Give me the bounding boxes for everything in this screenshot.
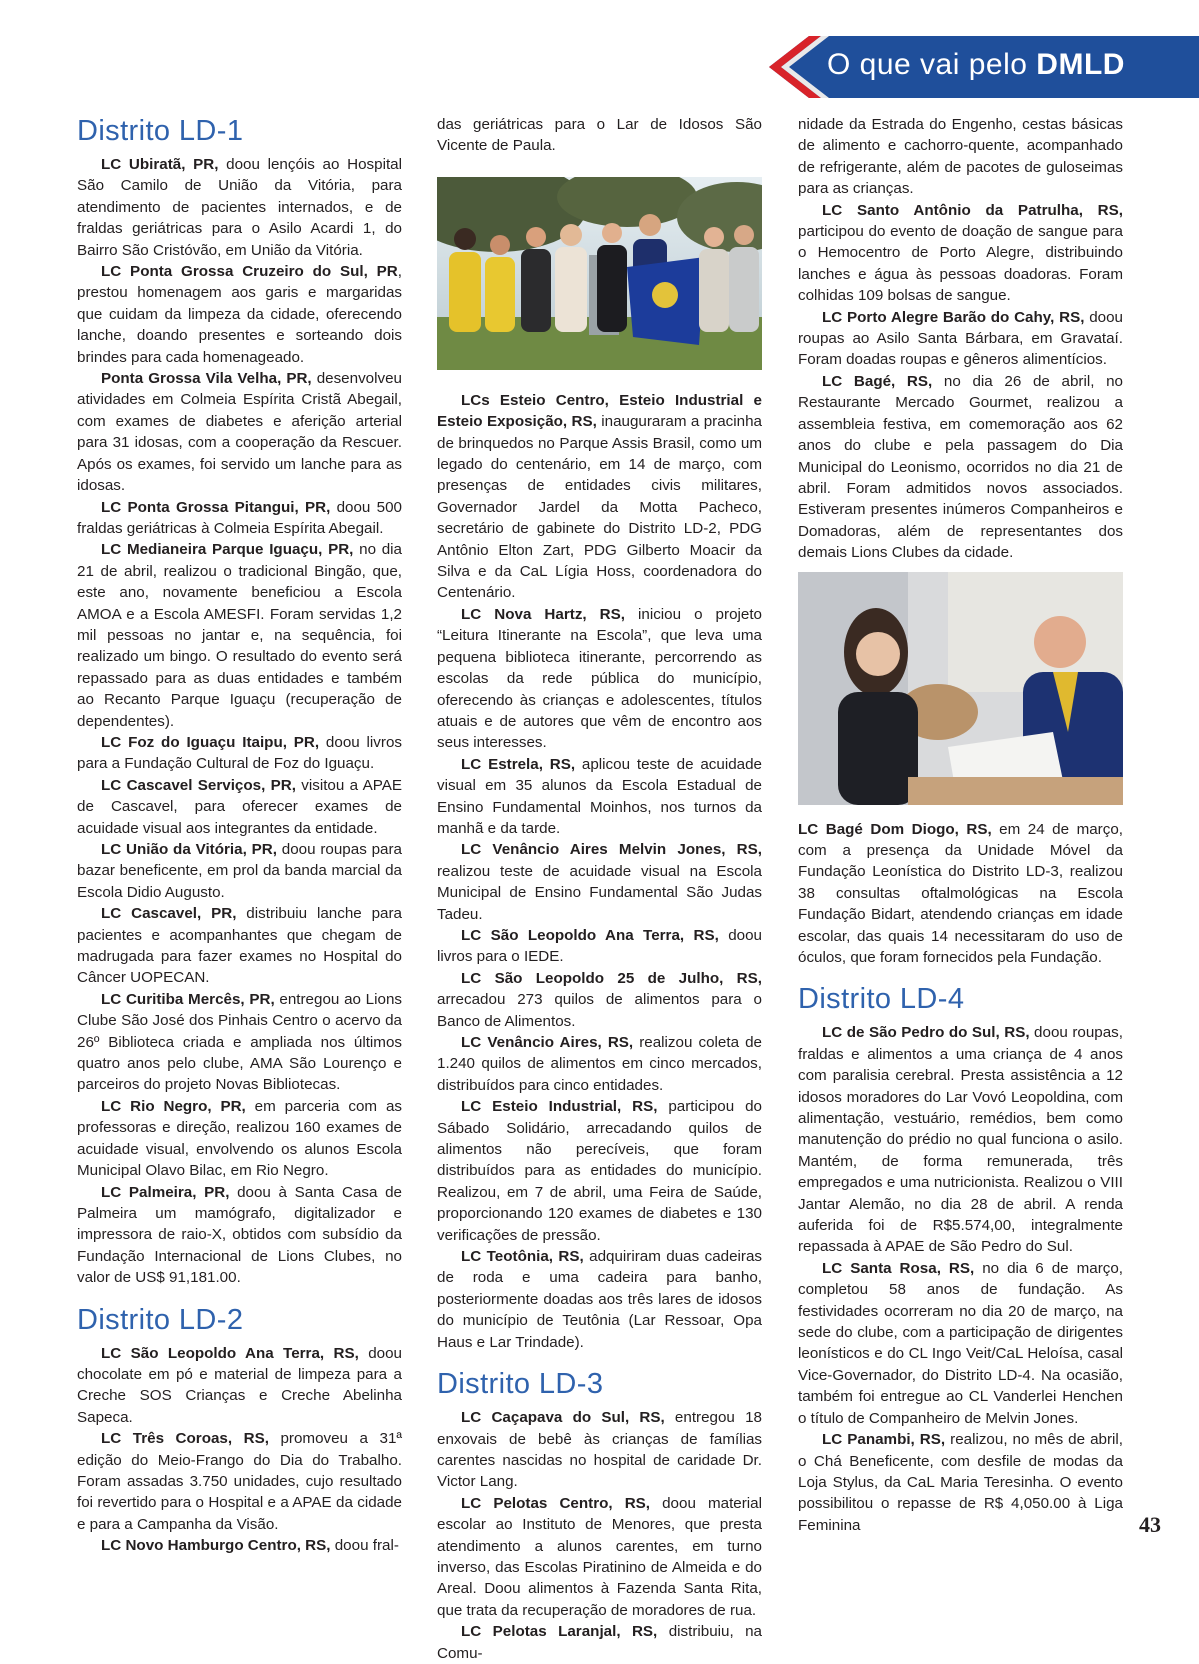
club-name: LC Teotônia, RS,	[461, 1248, 584, 1266]
section-title: O que vai pelo DMLD	[827, 48, 1125, 81]
consultation-photo	[798, 572, 1123, 805]
item-text: distribuiu lanche para pacientes e acompanhantes que chegam de madrugada para fazer exames no Hospital do Câncer UOPECAN.	[77, 905, 402, 987]
club-name: LC Cascavel, PR,	[101, 905, 237, 923]
list-item	[798, 1429, 1123, 1536]
list-item	[798, 307, 1123, 371]
list-item: LC Bagé Dom Diogo, RS, em 24 de março, com a presença da Unidade Móvel da Fundação Leonística do Distrito LD-3, realizou 38 consultas oftalmológicas na Escola Fundação Bidart, atendendo crianças em idade escolar, das quais 14 necessitaram do uso de óculos, que foram fornecidos pela Fundação.	[798, 820, 1123, 966]
district-ld2-items	[77, 1343, 402, 1557]
list-item	[77, 1182, 402, 1289]
district-heading: Distrito LD-2	[77, 1303, 244, 1336]
item-text: participou do Sábado Solidário, arrecadando quilos de alimentos não perecíveis, que foram distribuídos para as entidades do município. Realizou, em 7 de abril, uma Feira de Saúde, proporcionando 120 exames de diabetes e 130 verificações de pressão.	[437, 1098, 762, 1244]
list-item	[77, 1096, 402, 1182]
club-name: LC São Leopoldo Ana Terra, RS,	[101, 1344, 359, 1362]
list-item	[77, 775, 402, 839]
club-name: LC Venâncio Aires, RS,	[461, 1034, 634, 1051]
club-name: LC Rio Negro, PR,	[101, 1097, 246, 1115]
club-name: LC São Leopoldo Ana Terra, RS,	[461, 926, 719, 944]
club-name: LC Três Coroas, RS,	[101, 1430, 269, 1448]
column-2	[437, 114, 762, 1664]
list-item	[437, 754, 762, 840]
item-text: visitou a APAE de Cascavel, para oferecer exames de acuidade visual aos integrantes da entidade.	[77, 776, 402, 837]
club-name: LC de São Pedro do Sul, RS,	[822, 1024, 1030, 1042]
list-item	[798, 1022, 1123, 1257]
list-item	[798, 1258, 1123, 1429]
item-text: realizou teste de acuidade visual na Escola Municipal de Ensino Fundamental São Judas Tadeu.	[437, 862, 762, 923]
list-item	[77, 261, 402, 368]
item-text: em parceria com as professoras e direção, realizou 160 exames de acuidade visual, envolvendo os alunos Escola Municipal Olavo Bilac, em Rio Negro.	[77, 1097, 403, 1180]
club-name: LC Ponta Grossa Cruzeiro do Sul, PR	[101, 263, 398, 281]
club-name: LC Medianeira Parque Iguaçu, PR,	[101, 541, 354, 559]
continuation-text: nidade da Estrada do Engenho, cestas básicas de alimento e cachorro-quente, acompanhado de refrigerante, além de pacotes de guloseimas para as crianças.	[798, 116, 1123, 198]
list-item	[437, 925, 762, 968]
club-name: LC Caçapava do Sul, RS,	[461, 1409, 665, 1427]
club-name: LC Curitiba Mercês, PR,	[101, 990, 275, 1008]
item-text: desenvolveu atividades em Colmeia Espírita Cristã Abegail, com exames de diabetes e aferição arterial para 31 idosas, com a cooperação da Rescuer. Após os exames, foi servido um lanche para as idosas.	[77, 370, 402, 495]
group-photo	[437, 177, 762, 370]
list-item	[437, 1407, 762, 1493]
section-banner	[769, 36, 1199, 98]
list-item	[77, 1428, 402, 1535]
club-name: LC Pelotas Centro, RS,	[461, 1494, 651, 1512]
list-item	[77, 732, 402, 775]
item-text: doou material escolar ao Instituto de Menores, que presta atendimento a alunos carentes, em turno inverso, das Escolas Piratinino de Almeida e do Areal. Doou alimentos à Fazenda Santa Rita, que trata da recuperação de moradores de rua.	[437, 1494, 762, 1619]
list-item	[77, 903, 402, 989]
district-heading: Distrito LD-4	[798, 983, 965, 1016]
item-text: doou livros para a Fundação Cultural de Foz do Iguaçu.	[77, 733, 402, 773]
item-text: doou roupas ao Asilo Santa Bárbara, em Gravataí. Foram doadas roupas e gêneros alimentícios.	[798, 308, 1123, 369]
item-text: , prestou homenagem aos garis e margaridas que cuidam da limpeza da cidade, oferecendo lanche, doando presentes e sorteando dois brindes para cada homenageado.	[77, 263, 402, 366]
district-ld4-items	[798, 1022, 1123, 1536]
list-item	[437, 604, 762, 754]
club-name: LC Novo Hamburgo Centro, RS,	[101, 1537, 331, 1555]
item-text: promoveu a 31ª edição do Meio-Frango do Dia do Trabalho. Foram assadas 3.750 unidades, cujo resultado foi revertido para o Hospital e a APAE da cidade e para a Campanha da Visão.	[77, 1430, 403, 1533]
list-item	[77, 497, 402, 540]
list-item	[437, 1096, 762, 1246]
item-text: aplicou teste de acuidade visual em 35 alunos da Escola Estadual de Ensino Fundamental Moinhos, nos turnos da manhã e da tarde.	[437, 755, 762, 837]
list-item	[437, 839, 762, 925]
item-text: no dia 21 de abril, realizou o tradicional Bingão, que, este ano, novamente beneficiou a Escola AMOA e a Escola AMESFI. Foram servidas 1,2 mil pessoas no jantar e, na sequência, foi realizado um bingo. O resultado do evento será repassado para as duas entidades e também ao Recanto Parque Iguaçu (recuperação de dependentes).	[77, 541, 402, 730]
club-name: LC Porto Alegre Barão do Cahy, RS,	[822, 308, 1085, 326]
list-item	[77, 1343, 402, 1429]
list-item	[437, 1246, 762, 1353]
item-text: no dia 6 de março, completou 58 anos de fundação. As festividades ocorreram no dia 20 de março, na sede do clube, com a participação de dirigentes leonísticos e do CL Ingo Veit/CaL Heloísa, casal Vice-Governador, do Distrito LD-4. Na ocasião, também foi entregue ao CL Vanderlei Henchen o título de Companheiro de Melvin Jones.	[798, 1259, 1124, 1427]
list-item	[77, 154, 402, 261]
club-name: LCs Esteio Centro, Esteio Industrial e Esteio Exposição, RS,	[437, 391, 762, 431]
item-text: doou livros para o IEDE.	[437, 926, 762, 966]
list-item	[77, 368, 402, 496]
continuation-text: das geriátricas para o Lar de Idosos São Vicente de Paula.	[437, 116, 762, 155]
item-text: entregou ao Lions Clube São José dos Pinhais Centro o acervo da 26º Biblioteca criada e ampliada nos últimos quatro anos pelo clube, AMA São Lourenço e parceiros do projeto Novas Bibliotecas.	[77, 990, 402, 1094]
item-text: doou roupas para bazar beneficente, em prol da banda marcial da Escola Didio Augusto.	[77, 841, 402, 901]
club-name: LC Palmeira, PR,	[101, 1183, 230, 1201]
item-text: doou lençóis ao Hospital São Camilo de União da Vitória, para atendimento de pacientes internados, e de fraldas geriátricas para o Asilo Acardi 1, do Bairro São Cristóvão, em União da Vitória.	[77, 156, 402, 259]
club-name: LC Esteio Industrial, RS,	[461, 1098, 658, 1116]
club-name: LC Cascavel Serviços, PR,	[101, 776, 296, 794]
item-text: doou roupas, fraldas e alimentos a uma criança de 4 anos com paralisia cerebral. Presta assistência a 12 idosos moradores do Lar Vovó Leopoldina, com alimentação, vestuário, remédios, bem como manutenção do prédio no qual funciona o asilo. Mantém, de forma remunerada, três empregados e uma nutricionista. Realizou o VIII Jantar Alemão, no dia 28 de abril. A renda auferida foi de R$5.574,00, integralmente repassada à APAE de São Pedro do Sul.	[798, 1024, 1123, 1256]
club-name: LC União da Vitória, PR,	[101, 841, 277, 858]
item-text: adquiriram duas cadeiras de roda e uma cadeira para banho, posteriormente doadas aos três lares de idosos do município de Teutônia (Lar Ressoar, Opa Haus e Lar Trindade).	[437, 1248, 763, 1351]
club-name: LC Ponta Grossa Pitangui, PR,	[101, 498, 331, 516]
item-text: iniciou o projeto “Leitura Itinerante na Escola”, que leva uma pequena biblioteca itinerante, percorrendo as escolas da rede pública do município, oferecendo às crianças e adolescentes, títulos atuais e de autores que vêm de encontro aos seus interesses.	[437, 605, 762, 752]
item-text: distribuiu, na Comu-	[437, 1623, 762, 1662]
column-1	[77, 114, 402, 1557]
item-text: doou à Santa Casa de Palmeira um mamógrafo, digitalizador e impressora de raio-X, obtidos com subsídio da Fundação Internacional de Lions Clubes, no valor de US$ 91,181.00.	[77, 1183, 403, 1287]
club-name: LC Venâncio Aires Melvin Jones, RS,	[461, 841, 762, 859]
district-heading: Distrito LD-3	[437, 1368, 604, 1401]
item-text: realizou coleta de 1.240 quilos de alimentos em cinco mercados, distribuídos para cinco entidades.	[437, 1034, 762, 1094]
district-ld2-items-continued	[437, 390, 762, 1353]
list-item	[77, 989, 402, 1096]
club-name: LC Panambi, RS,	[822, 1431, 946, 1449]
club-name: LC Nova Hartz, RS,	[461, 605, 625, 623]
page-number: 43	[1139, 1512, 1161, 1537]
list-item	[77, 539, 402, 732]
district-heading: Distrito LD-1	[77, 115, 244, 147]
district-ld3-items	[437, 1407, 762, 1664]
list-item	[77, 839, 402, 903]
club-name: LC Santo Antônio da Patrulha, RS,	[822, 201, 1123, 219]
club-name: LC Estrela, RS,	[461, 755, 576, 773]
club-name: LC Bagé, RS,	[822, 372, 933, 390]
list-item	[437, 390, 762, 604]
list-item	[77, 1535, 402, 1556]
item-text: inauguraram a pracinha de brinquedos no Parque Assis Brasil, como um legado do centenário, em 14 de março, com presenças de entidades civis militares, Governador Jardel da Motta Pacheco, secretário de gabinete do Distrito LD-2, PDG Antônio Elton Zart, PDG Gilberto Moacir da Silva e da CaL Lígia Hoss, coordenadora do Centenário.	[437, 413, 762, 602]
item-text: arrecadou 273 quilos de alimentos para o Banco de Alimentos.	[437, 991, 762, 1030]
list-item	[437, 1621, 762, 1664]
item-text: doou fral-	[330, 1537, 399, 1555]
item-text: realizou, no mês de abril, o Chá Beneficente, com desfile de modas da Loja Stylus, da CaL Maria Teresinha. O evento possibilitou o repasse de R$ 4,050.00 à Liga Feminina	[798, 1431, 1123, 1534]
list-item	[437, 1493, 762, 1621]
list-item	[798, 200, 1123, 307]
item-text: participou do evento de doação de sangue para o Hemocentro de Porto Alegre, distribuindo lanches e água às pessoas doadoras. Foram colhidas 109 bolsas de sangue.	[798, 223, 1123, 305]
column-3	[798, 114, 1123, 1536]
district-ld1-items	[77, 154, 402, 1289]
item-text: entregou 18 enxovais de bebê às crianças de famílias carentes nascidas no hospital de caridade Dr. Victor Lang.	[437, 1409, 762, 1491]
club-name: LC Foz do Iguaçu Itaipu, PR,	[101, 733, 320, 751]
list-item	[437, 1032, 762, 1096]
item-text: no dia 26 de abril, no Restaurante Mercado Gourmet, realizou a assembleia festiva, em comemoração aos 62 anos do clube e pela passagem do Dia Municipal do Leonismo, ocorridos no dia 21 de abril. Foram admitidos novos associados. Estiveram presentes inúmeros Companheiros e Domadoras, além de representantes dos demais Lions Clubes da cidade.	[798, 372, 1123, 562]
club-name: LC Santa Rosa, RS,	[822, 1259, 975, 1277]
item-text: doou 500 fraldas geriátricas à Colmeia Espírita Abegail.	[77, 498, 402, 537]
list-item	[798, 371, 1123, 564]
club-name: LC São Leopoldo 25 de Julho, RS,	[461, 969, 762, 987]
district-ld3-items-continued	[798, 200, 1123, 564]
list-item	[437, 968, 762, 1032]
club-name: LC Ubiratã, PR,	[101, 156, 219, 173]
club-name: Ponta Grossa Vila Velha, PR,	[101, 370, 312, 388]
item-text: doou chocolate em pó e material de limpeza para a Creche SOS Crianças e Creche Abelinha Sapeca.	[77, 1344, 402, 1426]
club-name: LC Pelotas Laranjal, RS,	[461, 1623, 658, 1641]
